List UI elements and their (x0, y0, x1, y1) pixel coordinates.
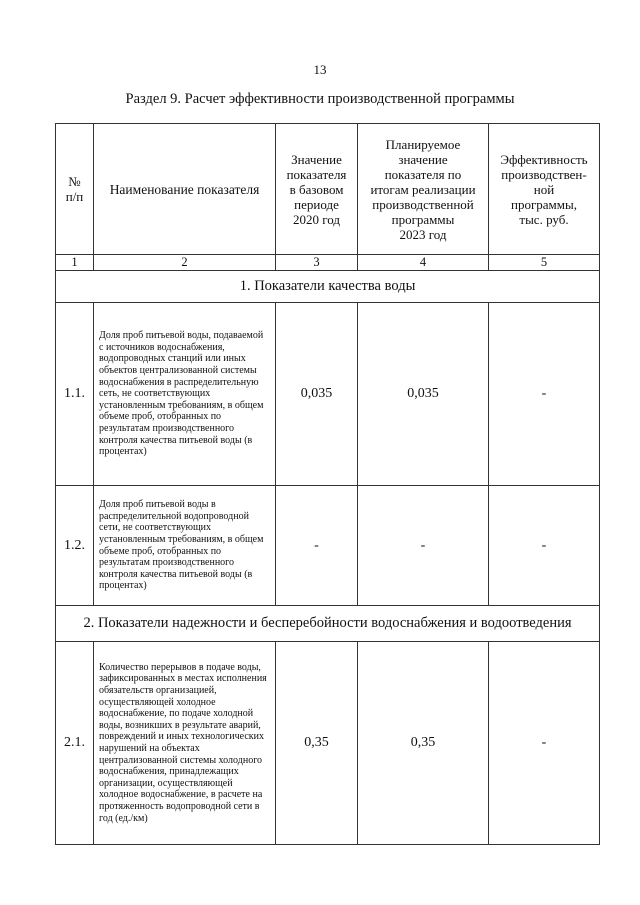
column-number: 4 (358, 255, 489, 271)
row-base-value: 0,35 (276, 642, 358, 845)
category-title: 1. Показатели качества воды (56, 271, 600, 303)
row-planned-value: - (358, 486, 489, 606)
row-efficiency: - (489, 303, 600, 486)
category-row (56, 606, 600, 642)
efficiency-table (55, 123, 600, 845)
header-indicator-name: Наименование показателя (94, 124, 276, 255)
header-efficiency: Эффективность производствен- ной программы, тыс. руб. (489, 124, 600, 255)
row-description: Количество перерывов в подаче воды, зафиксированных в местах исполнения обязательств организацией, осуществляющей холодное водоснабжение, по подаче холодной воды, возникших в результате аварий, повреждений и иных технологических нарушений на объектах централизованной системы холодного водоснабжения, принадлежащих организации, осуществляющей холодное водоснабжение, в расчете на протяженность водопроводной сети в год (ед./км) (94, 642, 276, 845)
row-base-value: 0,035 (276, 303, 358, 486)
column-number: 3 (276, 255, 358, 271)
column-number: 5 (489, 255, 600, 271)
header-base-value: Значение показателя в базовом периоде 2020 год (276, 124, 358, 255)
row-description: Доля проб питьевой воды в распределительной водопроводной сети, не соответствующих установленным требованиям, в общем объеме проб, отобранных по результатам производственного контроля качества питьевой воды (в процентах) (94, 486, 276, 606)
row-planned-value: 0,35 (358, 642, 489, 845)
row-index: 1.2. (56, 486, 94, 606)
row-base-value: - (276, 486, 358, 606)
category-row (56, 271, 600, 303)
table-row (56, 303, 600, 486)
header-planned-value: Планируемое значение показателя по итогам реализации производственной программы 2023 год (358, 124, 489, 255)
row-description: Доля проб питьевой воды, подаваемой с источников водоснабжения, водопроводных станций или иных объектов централизованной системы водоснабжения в распределительную сеть, не соответствующих установленным требованиям, в общем объеме проб, отобранных по результатам производственного контроля качества питьевой воды (в процентах) (94, 303, 276, 486)
header-row (56, 124, 600, 255)
row-index: 2.1. (56, 642, 94, 845)
table-row (56, 486, 600, 606)
section-title: Раздел 9. Расчет эффективности производственной программы (125, 91, 515, 107)
header-number: № п/п (56, 124, 94, 255)
row-planned-value: 0,035 (358, 303, 489, 486)
column-number-row (56, 255, 600, 271)
column-number: 2 (94, 255, 276, 271)
row-index: 1.1. (56, 303, 94, 486)
row-efficiency: - (489, 486, 600, 606)
column-number: 1 (56, 255, 94, 271)
table-row (56, 642, 600, 845)
row-efficiency: - (489, 642, 600, 845)
page-number: 13 (313, 62, 327, 77)
category-title: 2. Показатели надежности и бесперебойности водоснабжения и водоотведения (56, 606, 600, 642)
